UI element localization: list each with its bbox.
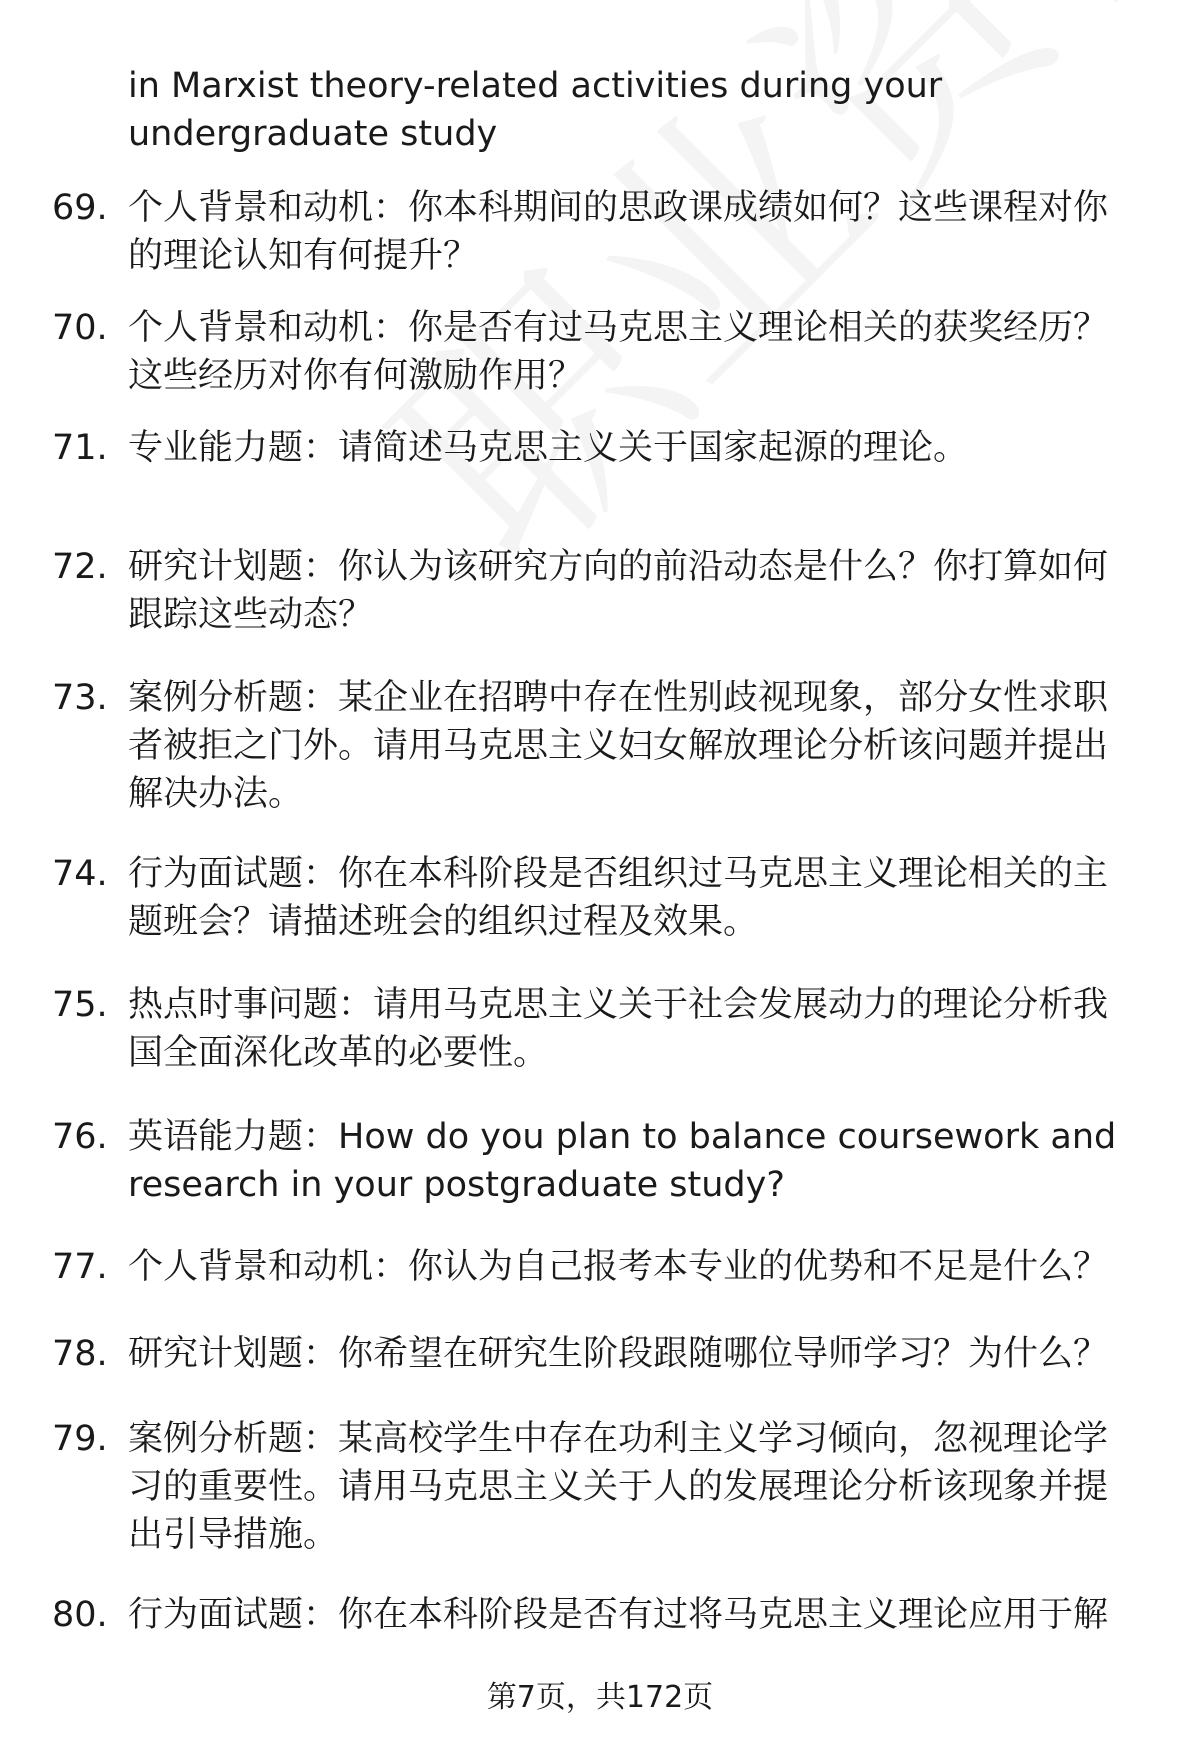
question-number: 79. [52, 1419, 108, 1459]
question-text: 行为面试题：你在本科阶段是否组织过马克思主义理论相关的主题班会？请描述班会的组织过程及效果。 [128, 854, 1109, 942]
question-text: 专业能力题：请简述马克思主义关于国家起源的理论。 [128, 428, 969, 468]
page-footer: 第7页，共172页 [486, 1680, 714, 1715]
question-number: 75. [52, 985, 108, 1025]
question-text: 个人背景和动机：你认为自己报考本专业的优势和不足是什么？ [128, 1247, 1109, 1287]
question-number: 73. [52, 678, 108, 718]
question-text: 案例分析题：某高校学生中存在功利主义学习倾向，忽视理论学习的重要性。请用马克思主义关于人的发展理论分析该现象并提出引导措施。 [128, 1419, 1109, 1555]
question-text: 热点时事问题：请用马克思主义关于社会发展动力的理论分析我国全面深化改革的必要性。 [128, 985, 1109, 1073]
question-text: 个人背景和动机：你本科期间的思政课成绩如何？这些课程对你的理论认知有何提升？ [128, 188, 1109, 276]
question-number: 74. [52, 854, 108, 894]
question-number: 72. [52, 547, 108, 587]
question-text: 案例分析题：某企业在招聘中存在性别歧视现象，部分女性求职者被拒之门外。请用马克思主义妇女解放理论分析该问题并提出解决办法。 [128, 678, 1109, 814]
question-text: 个人背景和动机：你是否有过马克思主义理论相关的获奖经历？这些经历对你有何激励作用？ [128, 308, 1109, 396]
question-text: 英语能力题：How do you plan to balance coursework and research in your postgraduate study? [128, 1117, 1117, 1205]
question-number: 69. [52, 188, 108, 228]
question-number: 70. [52, 308, 108, 348]
question-number: 76. [52, 1117, 108, 1157]
question-number: 77. [52, 1247, 108, 1287]
question-text: 研究计划题：你希望在研究生阶段跟随哪位导师学习？为什么？ [128, 1334, 1109, 1374]
question-text: 研究计划题：你认为该研究方向的前沿动态是什么？你打算如何跟踪这些动态？ [128, 547, 1109, 635]
question-continuation: in Marxist theory-related activities during your undergraduate study [128, 66, 943, 154]
question-number: 71. [52, 428, 108, 468]
question-number: 78. [52, 1334, 108, 1374]
question-number: 80. [52, 1595, 108, 1635]
question-text: 行为面试题：你在本科阶段是否有过将马克思主义理论应用于解 [128, 1595, 1109, 1635]
